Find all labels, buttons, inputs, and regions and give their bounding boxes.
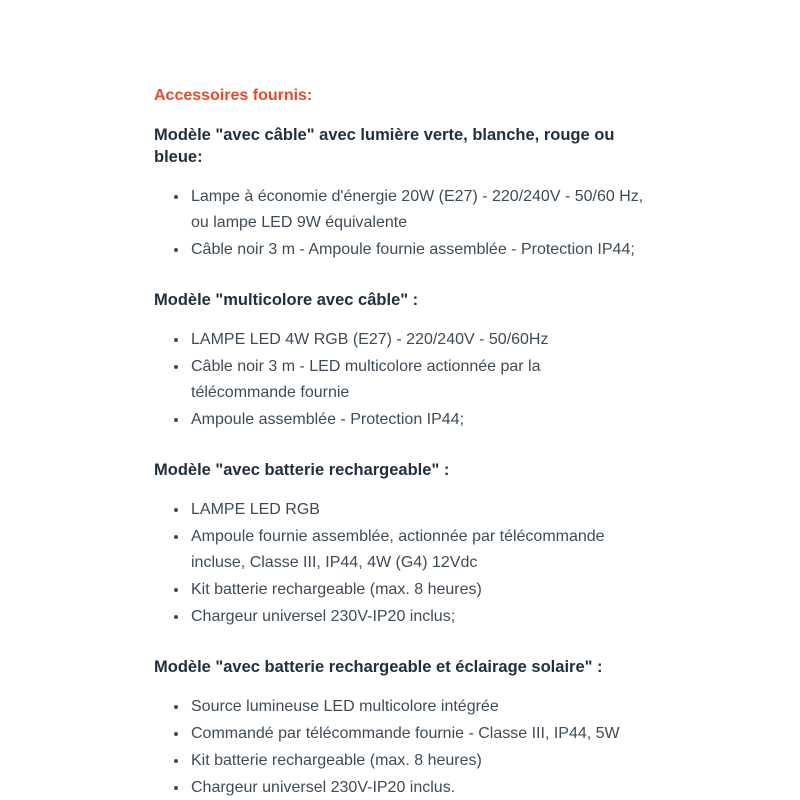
section-heading-model-rechargeable-battery: Modèle "avec batterie rechargeable" : [154, 461, 450, 479]
bullet-list-model-multicolor-cable [154, 327, 646, 433]
list-item: • Source lumineuse LED multicolore intégrée [189, 694, 646, 720]
list-item: • Chargeur universel 230V-IP20 inclus. [189, 775, 646, 800]
list-item: • Kit batterie rechargeable (max. 8 heures) [189, 748, 646, 774]
list-item: • Kit batterie rechargeable (max. 8 heures) [189, 577, 646, 603]
bullet-list-model-rechargeable-battery [154, 497, 646, 630]
list-item: • Chargeur universel 230V-IP20 inclus; [189, 604, 646, 630]
section-heading-model-multicolor-cable: Modèle "multicolore avec câble" : [154, 291, 419, 309]
section-model-battery-solar [154, 656, 646, 800]
list-item: • LAMPE LED 4W RGB (E27) - 220/240V - 50/60Hz [189, 327, 646, 353]
list-item: • Ampoule assemblée - Protection IP44; [189, 407, 646, 433]
section-heading-model-cable: Modèle "avec câble" avec lumière verte, blanche, rouge ou bleue: [154, 126, 615, 166]
accessories-intro-heading: Accessoires fournis: [154, 87, 313, 104]
list-item: • Ampoule fournie assemblée, actionnée par télécommande incluse, Classe III, IP44, 4W (G4) 12Vdc [189, 524, 646, 576]
section-model-multicolor-cable [154, 289, 646, 433]
list-item: • LAMPE LED RGB [189, 497, 646, 523]
bullet-list-model-cable [154, 184, 646, 263]
accessories-content [154, 0, 646, 800]
bullet-list-model-battery-solar [154, 694, 646, 800]
section-model-rechargeable-battery [154, 459, 646, 630]
section-heading-model-battery-solar: Modèle "avec batterie rechargeable et éclairage solaire" : [154, 658, 603, 676]
list-item: • Câble noir 3 m - Ampoule fournie assemblée - Protection IP44; [189, 237, 646, 263]
list-item: • Commandé par télécommande fournie - Classe III, IP44, 5W [189, 721, 646, 747]
section-model-cable [154, 124, 646, 263]
list-item: • Lampe à économie d'énergie 20W (E27) - 220/240V - 50/60 Hz, ou lampe LED 9W équivalente [189, 184, 646, 236]
list-item: • Câble noir 3 m - LED multicolore actionnée par la télécommande fournie [189, 354, 646, 406]
